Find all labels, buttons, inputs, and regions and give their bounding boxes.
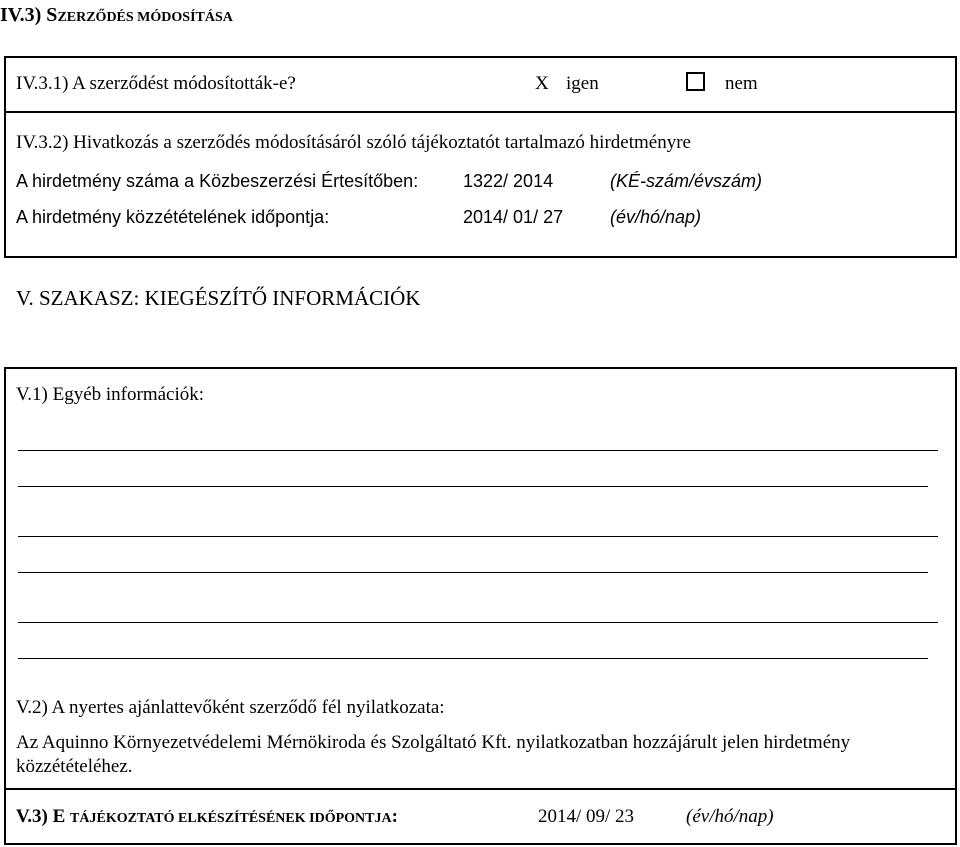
v3-date-value: 2014/ 09/ 23: [538, 806, 635, 827]
publication-date-hint: (év/hó/nap): [610, 207, 702, 227]
notice-number-label: A hirdetmény száma a Közbeszerzési Értesítőben:: [16, 171, 419, 191]
v3-label: [16, 806, 398, 828]
v1-line-6: [18, 658, 928, 659]
v2-label: V.2) A nyertes ajánlattevőként szerződő fél nyilatkozata:: [16, 697, 445, 718]
v2-text-line2: közzétételéhez.: [16, 756, 133, 777]
v1-line-2: [18, 486, 928, 487]
notice-number-hint: (KÉ-szám/évszám): [610, 171, 763, 191]
section-iv3-heading-rest: ZERZŐDÉS MÓDOSÍTÁSA: [57, 10, 233, 25]
no-label: nem: [725, 73, 758, 94]
section-iv3-heading-lead: IV.3) S: [0, 4, 58, 26]
publication-date-value: 2014/ 01/ 27: [463, 207, 564, 227]
v3-date-hint: (év/hó/nap): [686, 806, 774, 827]
iv31-question: IV.3.1) A szerződést módosították-e?: [16, 73, 296, 94]
v-info-box: [4, 367, 957, 790]
v1-line-4: [18, 572, 928, 573]
v3-label-caps: TÁJÉKOZTATÓ ELKÉSZÍTÉSÉNEK IDŐPONTJA: [70, 811, 392, 826]
v1-line-3: [18, 536, 938, 537]
section-iv3-heading: [0, 4, 233, 27]
v2-text-line1: Az Aquinno Környezetvédelemi Mérnökiroda és Szolgáltató Kft. nyilatkozatban hozzájárult jelen hirdetmény: [16, 732, 851, 753]
yes-label: igen: [566, 73, 599, 94]
v1-line-5: [18, 622, 938, 623]
no-checkbox[interactable]: [686, 72, 705, 91]
v1-label: V.1) Egyéb információk:: [16, 384, 205, 405]
v1-line-1: [18, 450, 938, 451]
yes-mark[interactable]: X: [535, 73, 549, 94]
section-v-heading: V. SZAKASZ: KIEGÉSZÍTŐ INFORMÁCIÓK: [16, 286, 421, 310]
publication-date-label: A hirdetmény közzétételének időpontja:: [16, 207, 330, 227]
notice-number-value: 1322/ 2014: [463, 171, 554, 191]
v3-prefix: V.3) E: [16, 806, 71, 827]
iv32-heading: IV.3.2) Hivatkozás a szerződés módosításáról szóló tájékoztatót tartalmazó hirdetményre: [16, 132, 691, 153]
v3-colon: :: [391, 806, 398, 827]
